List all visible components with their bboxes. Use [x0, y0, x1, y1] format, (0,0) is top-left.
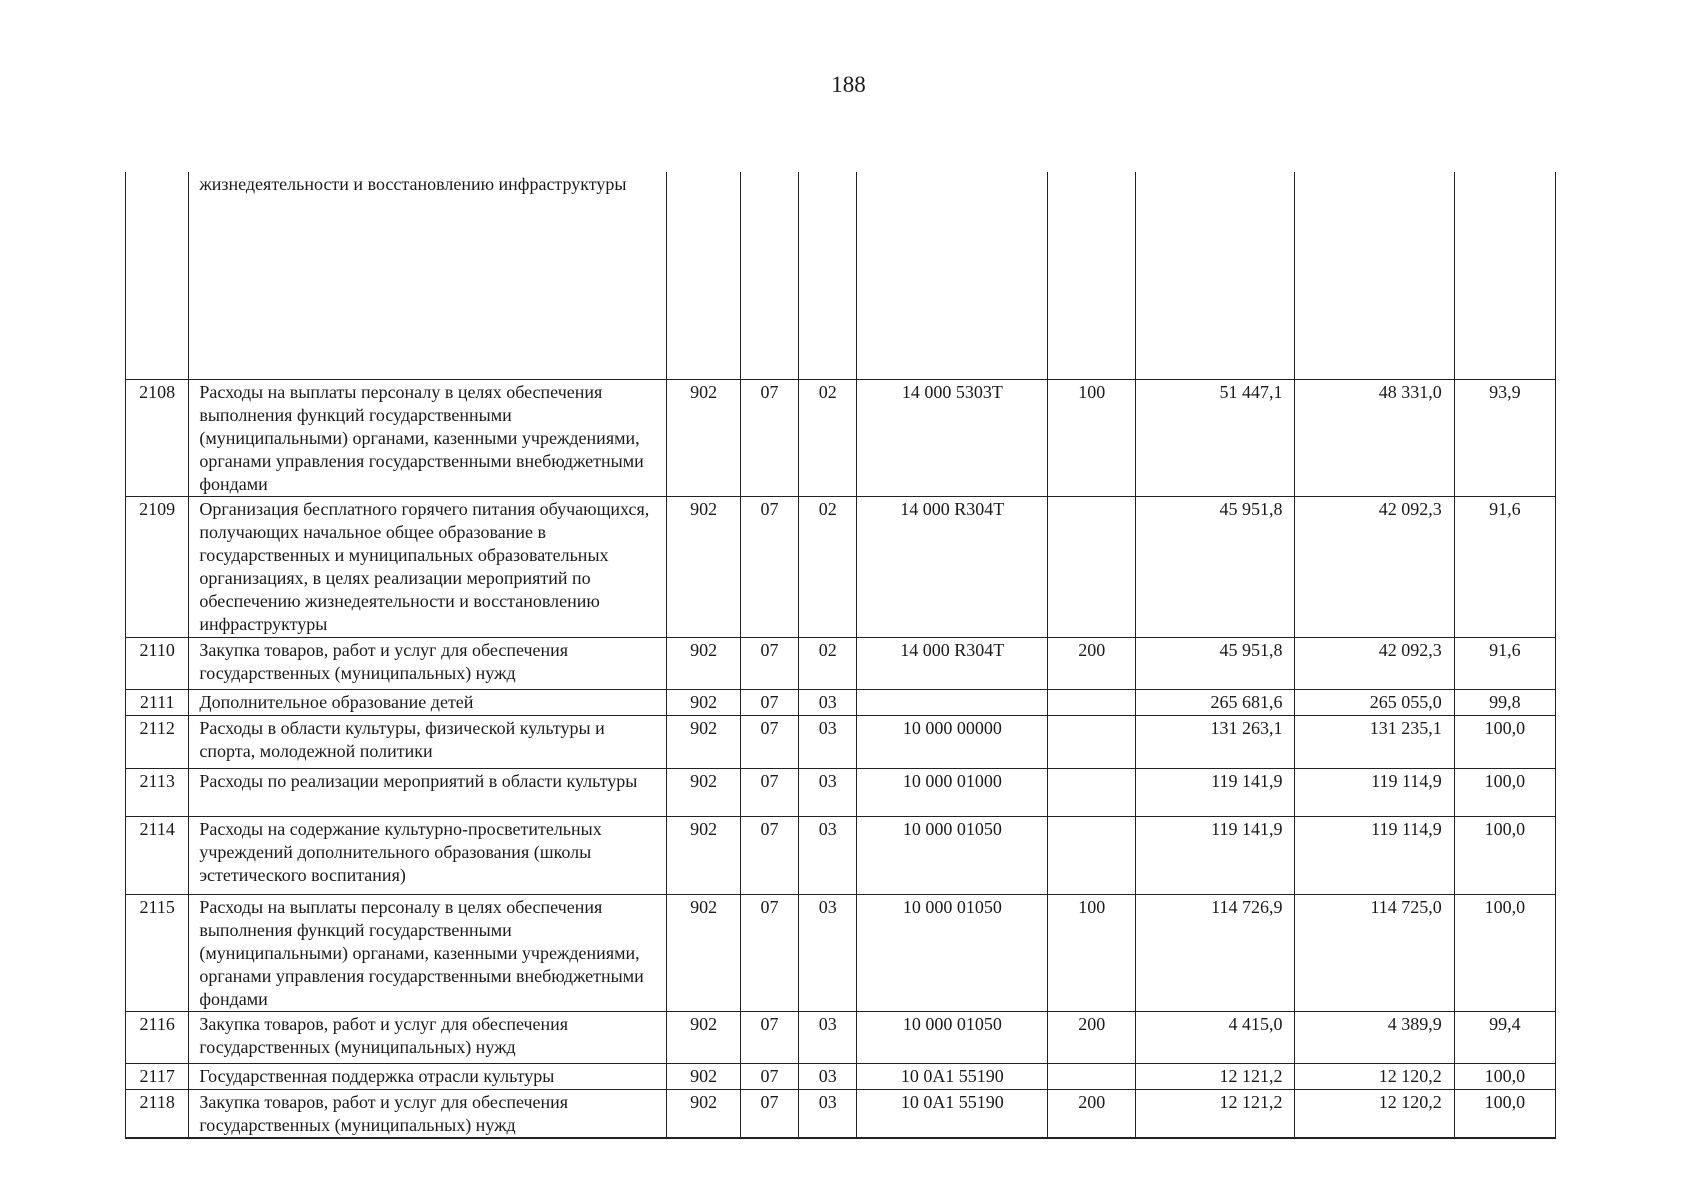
cell-row-number: 2117: [126, 1063, 189, 1089]
cell-execution-percent: 100,0: [1454, 816, 1555, 894]
table-row: [126, 715, 1556, 768]
table-row: [126, 1089, 1556, 1138]
cell-row-number: 2116: [126, 1011, 189, 1063]
cell-department-code: 902: [667, 1089, 741, 1138]
cell-execution-percent: 100,0: [1454, 1089, 1555, 1138]
cell-planned-amount: 51 447,1: [1136, 379, 1295, 496]
cell-section-code: 07: [740, 1089, 798, 1138]
cell-planned-amount: 45 951,8: [1136, 496, 1295, 637]
cell-expense-type: 100: [1048, 894, 1136, 1011]
cell-planned-amount: [1136, 172, 1295, 379]
cell-item-name: Расходы на содержание культурно-просветительных учреждений дополнительного образования (школы эстетического воспитания): [189, 816, 667, 894]
cell-section-code: 07: [740, 1063, 798, 1089]
cell-section-code: 07: [740, 496, 798, 637]
cell-actual-amount: 48 331,0: [1295, 379, 1454, 496]
cell-subsection-code: 03: [799, 689, 857, 715]
cell-subsection-code: 02: [799, 379, 857, 496]
cell-item-name: Закупка товаров, работ и услуг для обеспечения государственных (муниципальных) нужд: [189, 637, 667, 689]
cell-item-name: Закупка товаров, работ и услуг для обеспечения государственных (муниципальных) нужд: [189, 1011, 667, 1063]
cell-planned-amount: 45 951,8: [1136, 637, 1295, 689]
cell-department-code: 902: [667, 715, 741, 768]
cell-department-code: 902: [667, 1063, 741, 1089]
cell-subsection-code: [799, 172, 857, 379]
cell-row-number: 2110: [126, 637, 189, 689]
table-row: [126, 379, 1556, 496]
cell-item-name: Расходы по реализации мероприятий в области культуры: [189, 768, 667, 816]
cell-execution-percent: 100,0: [1454, 894, 1555, 1011]
cell-item-name: Расходы в области культуры, физической культуры и спорта, молодежной политики: [189, 715, 667, 768]
cell-department-code: 902: [667, 816, 741, 894]
cell-target-article: 10 000 01050: [857, 894, 1048, 1011]
cell-actual-amount: 4 389,9: [1295, 1011, 1454, 1063]
cell-planned-amount: 119 141,9: [1136, 768, 1295, 816]
cell-expense-type: [1048, 715, 1136, 768]
cell-planned-amount: 265 681,6: [1136, 689, 1295, 715]
cell-actual-amount: 119 114,9: [1295, 816, 1454, 894]
cell-execution-percent: [1454, 172, 1555, 379]
cell-target-article: 14 000 R304T: [857, 637, 1048, 689]
cell-section-code: 07: [740, 1011, 798, 1063]
cell-execution-percent: 93,9: [1454, 379, 1555, 496]
cell-actual-amount: 12 120,2: [1295, 1089, 1454, 1138]
cell-item-name: жизнедеятельности и восстановлению инфраструктуры: [189, 172, 667, 379]
cell-item-name: Расходы на выплаты персоналу в целях обеспечения выполнения функций государственными (муниципальными) органами, казенными учреждениями, органами управления государственными внебюджетными фондами: [189, 379, 667, 496]
cell-expense-type: 100: [1048, 379, 1136, 496]
cell-subsection-code: 03: [799, 715, 857, 768]
cell-target-article: 14 000 5303T: [857, 379, 1048, 496]
cell-subsection-code: 03: [799, 816, 857, 894]
cell-row-number: 2111: [126, 689, 189, 715]
cell-department-code: 902: [667, 768, 741, 816]
budget-table: [125, 172, 1556, 1139]
table-row: [126, 1011, 1556, 1063]
cell-planned-amount: 131 263,1: [1136, 715, 1295, 768]
cell-planned-amount: 114 726,9: [1136, 894, 1295, 1011]
cell-expense-type: [1048, 689, 1136, 715]
cell-row-number: 2112: [126, 715, 189, 768]
cell-actual-amount: 12 120,2: [1295, 1063, 1454, 1089]
cell-subsection-code: 03: [799, 768, 857, 816]
table-row: [126, 689, 1556, 715]
cell-section-code: 07: [740, 689, 798, 715]
table-body: [126, 172, 1556, 1138]
cell-department-code: [667, 172, 741, 379]
cell-target-article: 10 0A1 55190: [857, 1089, 1048, 1138]
cell-execution-percent: 91,6: [1454, 496, 1555, 637]
cell-section-code: 07: [740, 816, 798, 894]
table-row: [126, 816, 1556, 894]
cell-execution-percent: 100,0: [1454, 1063, 1555, 1089]
cell-execution-percent: 91,6: [1454, 637, 1555, 689]
cell-expense-type: 200: [1048, 637, 1136, 689]
cell-expense-type: [1048, 768, 1136, 816]
cell-item-name: Закупка товаров, работ и услуг для обеспечения государственных (муниципальных) нужд: [189, 1089, 667, 1138]
cell-expense-type: 200: [1048, 1011, 1136, 1063]
cell-execution-percent: 99,8: [1454, 689, 1555, 715]
cell-expense-type: [1048, 1063, 1136, 1089]
cell-department-code: 902: [667, 637, 741, 689]
cell-section-code: 07: [740, 637, 798, 689]
cell-actual-amount: [1295, 172, 1454, 379]
cell-item-name: Расходы на выплаты персоналу в целях обеспечения выполнения функций государственными (муниципальными) органами, казенными учреждениями, органами управления государственными внебюджетными фондами: [189, 894, 667, 1011]
cell-target-article: [857, 689, 1048, 715]
table-row: [126, 894, 1556, 1011]
cell-expense-type: [1048, 816, 1136, 894]
cell-row-number: 2114: [126, 816, 189, 894]
cell-target-article: 10 000 00000: [857, 715, 1048, 768]
table-row: [126, 637, 1556, 689]
cell-row-number: 2109: [126, 496, 189, 637]
table-row: [126, 496, 1556, 637]
cell-subsection-code: 03: [799, 1089, 857, 1138]
table-row: [126, 1063, 1556, 1089]
cell-subsection-code: 02: [799, 637, 857, 689]
cell-item-name: Организация бесплатного горячего питания обучающихся, получающих начальное общее образование в государственных и муниципальных образовательных организациях, в целях реализации мероприятий по обеспечению жизнедеятельности и восстановлению инфраструктуры: [189, 496, 667, 637]
cell-section-code: 07: [740, 768, 798, 816]
cell-planned-amount: 12 121,2: [1136, 1089, 1295, 1138]
table-row: [126, 768, 1556, 816]
cell-section-code: 07: [740, 379, 798, 496]
cell-planned-amount: 4 415,0: [1136, 1011, 1295, 1063]
cell-target-article: 10 0A1 55190: [857, 1063, 1048, 1089]
cell-target-article: [857, 172, 1048, 379]
cell-subsection-code: 03: [799, 1063, 857, 1089]
cell-subsection-code: 02: [799, 496, 857, 637]
cell-department-code: 902: [667, 894, 741, 1011]
cell-item-name: Государственная поддержка отрасли культуры: [189, 1063, 667, 1089]
cell-department-code: 902: [667, 1011, 741, 1063]
cell-target-article: 14 000 R304T: [857, 496, 1048, 637]
cell-expense-type: 200: [1048, 1089, 1136, 1138]
cell-subsection-code: 03: [799, 1011, 857, 1063]
cell-section-code: 07: [740, 715, 798, 768]
cell-department-code: 902: [667, 379, 741, 496]
cell-actual-amount: 42 092,3: [1295, 496, 1454, 637]
cell-execution-percent: 100,0: [1454, 768, 1555, 816]
cell-execution-percent: 99,4: [1454, 1011, 1555, 1063]
cell-expense-type: [1048, 496, 1136, 637]
cell-subsection-code: 03: [799, 894, 857, 1011]
cell-planned-amount: 119 141,9: [1136, 816, 1295, 894]
cell-row-number: 2113: [126, 768, 189, 816]
cell-target-article: 10 000 01000: [857, 768, 1048, 816]
cell-actual-amount: 131 235,1: [1295, 715, 1454, 768]
table-row: [126, 172, 1556, 379]
cell-expense-type: [1048, 172, 1136, 379]
cell-row-number: 2108: [126, 379, 189, 496]
cell-section-code: 07: [740, 894, 798, 1011]
cell-row-number: 2115: [126, 894, 189, 1011]
cell-department-code: 902: [667, 496, 741, 637]
cell-planned-amount: 12 121,2: [1136, 1063, 1295, 1089]
cell-target-article: 10 000 01050: [857, 816, 1048, 894]
cell-actual-amount: 265 055,0: [1295, 689, 1454, 715]
cell-section-code: [740, 172, 798, 379]
cell-department-code: 902: [667, 689, 741, 715]
cell-item-name: Дополнительное образование детей: [189, 689, 667, 715]
cell-row-number: 2118: [126, 1089, 189, 1138]
cell-actual-amount: 42 092,3: [1295, 637, 1454, 689]
cell-target-article: 10 000 01050: [857, 1011, 1048, 1063]
cell-actual-amount: 119 114,9: [1295, 768, 1454, 816]
cell-row-number: [126, 172, 189, 379]
cell-execution-percent: 100,0: [1454, 715, 1555, 768]
cell-actual-amount: 114 725,0: [1295, 894, 1454, 1011]
page-number: 188: [831, 72, 866, 97]
